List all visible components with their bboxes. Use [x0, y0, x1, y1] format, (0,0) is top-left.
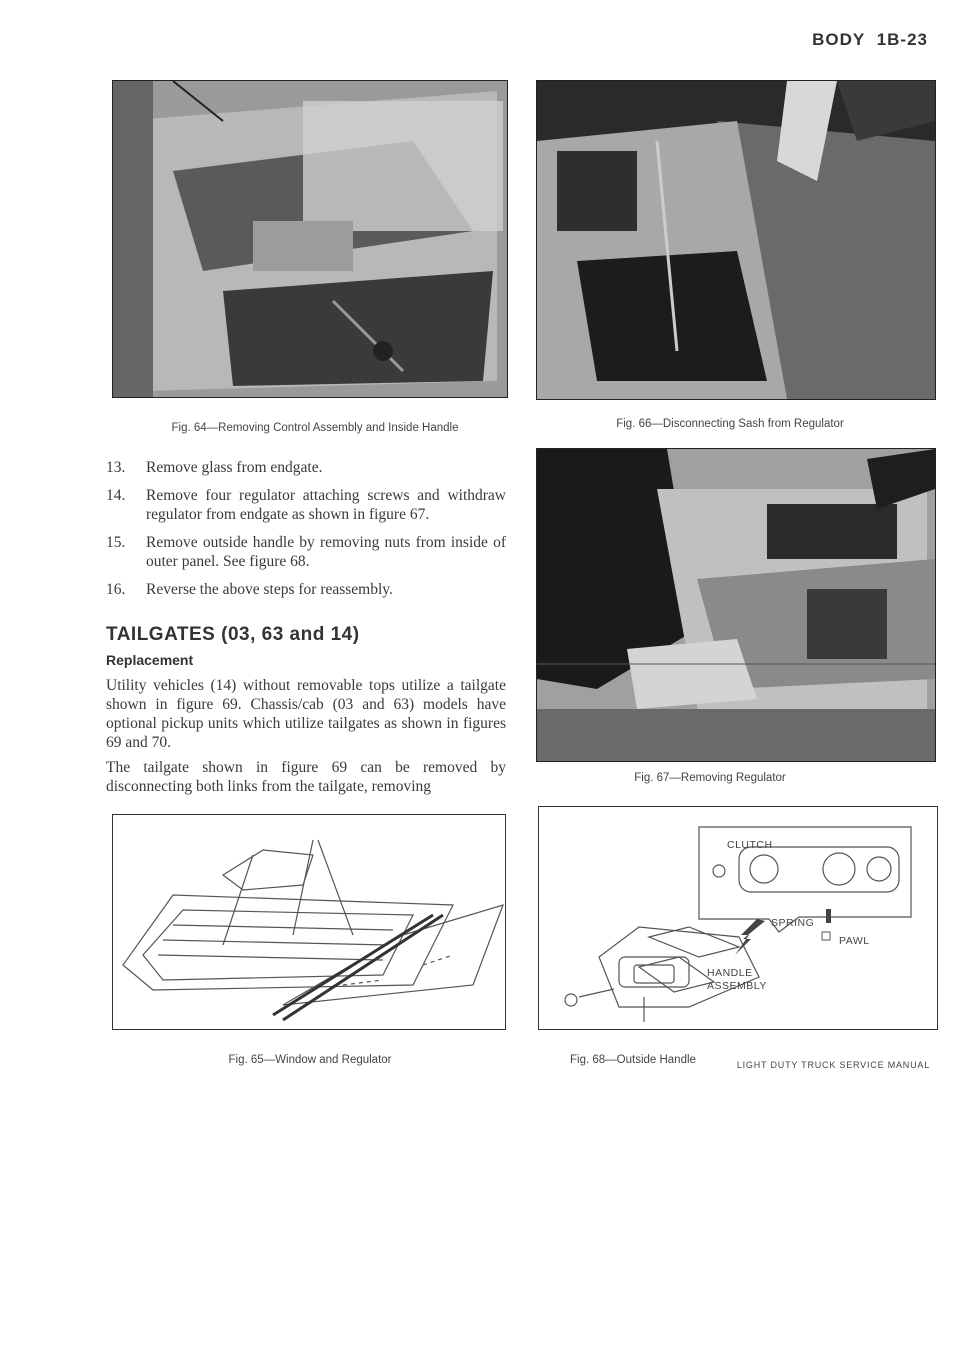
step-14: [106, 486, 506, 524]
page-footer: LIGHT DUTY TRUCK SERVICE MANUAL: [736, 1060, 930, 1070]
paragraph-2: The tailgate shown in figure 69 can be removed by disconnecting both links from the tailgate, removing: [106, 759, 506, 795]
fig68-diagram: [538, 806, 938, 1030]
label-spring: SPRING: [771, 917, 815, 929]
fig64-caption: Fig. 64—Removing Control Assembly and Inside Handle: [171, 422, 459, 434]
step-text: Remove glass from endgate.: [146, 459, 323, 476]
step-text: Reverse the above steps for reassembly.: [146, 581, 393, 598]
paragraph-1: Utility vehicles (14) without removable tops utilize a tailgate shown in figure 69. Chassis/cab (03 and 63) models have optional pickup units which utilize tailgates as shown in figures 69 and 70.: [106, 677, 506, 751]
step-text: Remove four regulator attaching screws and withdraw regulator from endgate as shown in figure 67.: [146, 487, 506, 523]
header-section: BODY: [812, 30, 866, 49]
fig65-diagram: [112, 814, 506, 1030]
step-text: Remove outside handle by removing nuts from inside of outer panel. See figure 68.: [146, 534, 506, 570]
fig65-caption: Fig. 65—Window and Regulator: [228, 1054, 392, 1066]
header-page-number: 1B-23: [876, 30, 928, 49]
label-pawl: PAWL: [839, 935, 870, 947]
fig67-photo: [536, 448, 936, 762]
fig66-photo: [536, 80, 936, 400]
fig68-caption: Fig. 68—Outside Handle: [570, 1054, 696, 1066]
fig67-caption: Fig. 67—Removing Regulator: [634, 772, 786, 784]
label-clutch: CLUTCH: [727, 839, 773, 851]
procedure-steps: [106, 458, 506, 608]
step-15: [106, 533, 506, 571]
step-13: [106, 458, 506, 477]
section-subtitle: Replacement: [106, 652, 194, 668]
step-16: [106, 580, 506, 599]
step-number: 15.: [106, 534, 126, 551]
fig66-caption: Fig. 66—Disconnecting Sash from Regulator: [616, 418, 844, 430]
step-number: 13.: [106, 459, 126, 476]
page-header: [812, 30, 928, 50]
fig64-photo: [112, 80, 508, 398]
label-handle-assembly: HANDLE ASSEMBLY: [707, 967, 767, 992]
section-title: TAILGATES (03, 63 and 14): [106, 624, 360, 645]
step-number: 14.: [106, 487, 126, 504]
step-number: 16.: [106, 581, 126, 598]
